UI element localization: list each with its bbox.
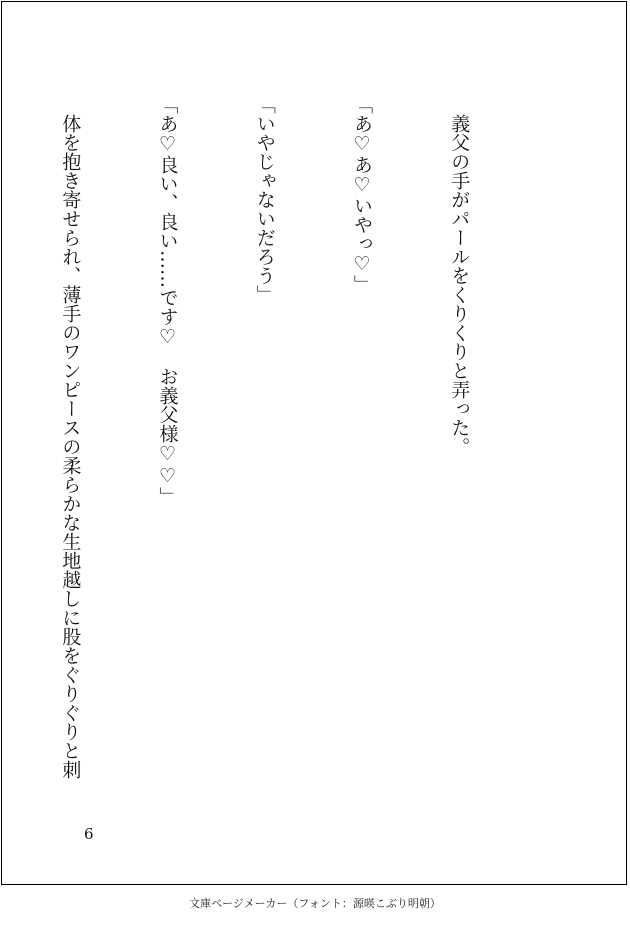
page-number: 6	[84, 825, 94, 843]
text-line: 体を抱き寄せられ、薄手のワンピースの柔らかな生地越しに股をぐりぐりと刺	[59, 95, 82, 779]
page-frame	[1, 1, 627, 885]
text-line: 義父の手がパールをくりくりと弄った。	[448, 95, 471, 456]
footer-caption: 文庫ページメーカー（フォント：源暎こぶり明朝）	[189, 897, 441, 910]
body-text	[0, 95, 540, 779]
text-line: 「いやじゃないだろう」	[253, 95, 276, 304]
text-line: 「あ♡良い、良い……です♡ お義父様♡♡」	[156, 95, 179, 506]
text-line: 「あ♡あ♡いやっ♡」	[350, 95, 373, 294]
